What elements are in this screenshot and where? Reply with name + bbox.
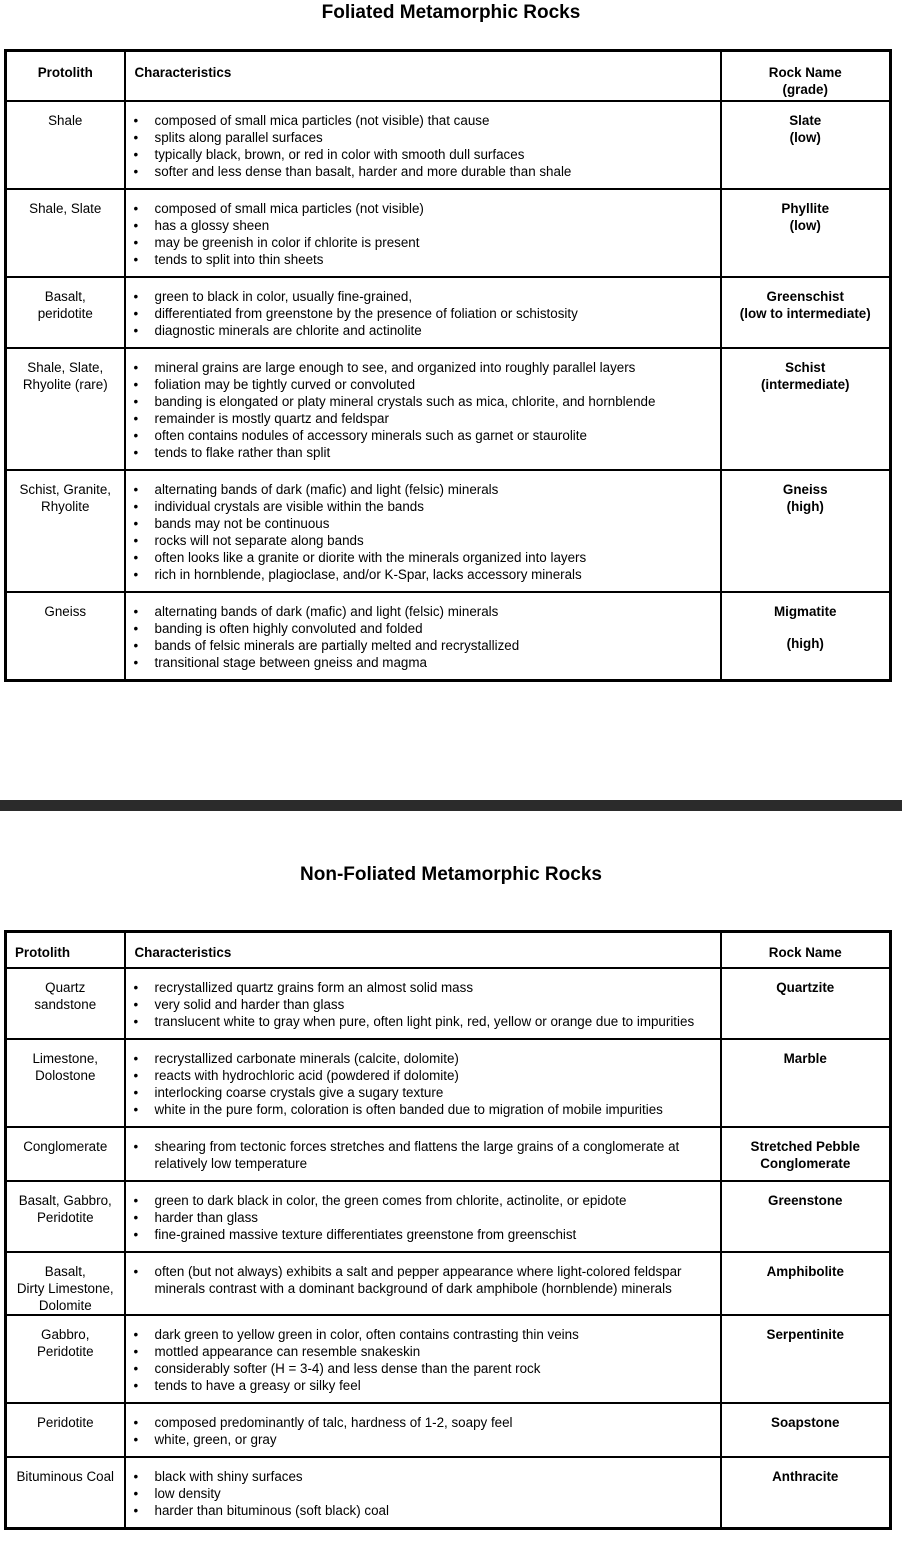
- list-item: • interlocking coarse crystals give a sugary texture: [155, 1084, 712, 1101]
- table-row: [6, 101, 891, 189]
- protolith-text: Peridotite: [36, 1343, 94, 1359]
- list-item: • very solid and harder than glass: [155, 996, 712, 1013]
- table-row: [6, 277, 891, 348]
- protolith-text: sandstone: [34, 996, 97, 1012]
- rock-name-cell: [721, 101, 891, 189]
- table-row: [6, 968, 891, 1039]
- rock-name: Schist: [785, 359, 826, 375]
- characteristics-cell: [125, 1315, 721, 1403]
- characteristics-list: [126, 1458, 720, 1527]
- protolith-text: peridotite: [37, 305, 93, 321]
- list-item: • splits along parallel surfaces: [155, 129, 712, 146]
- protolith-text: Schist, Granite,: [19, 481, 112, 497]
- list-item: • diagnostic minerals are chlorite and actinolite: [155, 322, 712, 339]
- rock-name-cell: [721, 470, 891, 592]
- list-item: • bands may not be continuous: [155, 515, 712, 532]
- protolith-cell: [6, 1457, 125, 1529]
- rock-grade: (low): [789, 217, 821, 233]
- characteristics-list: [126, 102, 720, 188]
- list-item: • mottled appearance can resemble snakeskin: [155, 1343, 712, 1360]
- table-row: [6, 1127, 891, 1181]
- rock-grade: (high): [786, 498, 824, 514]
- list-item: • harder than glass: [155, 1209, 712, 1226]
- list-item: • fine-grained massive texture differentiates greenstone from greenschist: [155, 1226, 712, 1243]
- protolith-cell: [6, 1315, 125, 1403]
- protolith-text: Bituminous Coal: [16, 1468, 114, 1484]
- table-row: [6, 470, 891, 592]
- characteristics-list: [126, 1253, 720, 1305]
- list-item: • composed of small mica particles (not visible): [155, 200, 712, 217]
- characteristics-cell: [125, 277, 721, 348]
- protolith-cell: [6, 348, 125, 470]
- protolith-header: Protolith: [6, 51, 125, 101]
- protolith-cell: [6, 1252, 125, 1315]
- characteristics-cell: [125, 101, 721, 189]
- characteristics-cell: [125, 1457, 721, 1529]
- list-item: • recrystallized carbonate minerals (calcite, dolomite): [155, 1050, 712, 1067]
- foliated-title: Foliated Metamorphic Rocks: [321, 2, 581, 23]
- characteristics-list: [126, 278, 720, 347]
- list-item: • recrystallized quartz grains form an almost solid mass: [155, 979, 712, 996]
- table-row: [6, 1252, 891, 1315]
- list-item: • often contains nodules of accessory minerals such as garnet or staurolite: [155, 427, 712, 444]
- protolith-cell: [6, 1181, 125, 1252]
- table-row: [6, 1403, 891, 1457]
- characteristics-list: [126, 1128, 720, 1180]
- rock-name-cell: [721, 1181, 891, 1252]
- characteristics-header: Characteristics: [125, 932, 721, 968]
- characteristics-list: [126, 471, 720, 591]
- nonfoliated-table: [4, 930, 892, 1530]
- rock-name: Migmatite: [774, 603, 837, 619]
- protolith-cell: [6, 470, 125, 592]
- characteristics-cell: [125, 1181, 721, 1252]
- protolith-cell: [6, 1127, 125, 1181]
- protolith-text: Gneiss: [44, 603, 87, 619]
- characteristics-cell: [125, 1127, 721, 1181]
- list-item: • mineral grains are large enough to see, and organized into roughly parallel layers: [155, 359, 712, 376]
- protolith-cell: [6, 101, 125, 189]
- rock-name: Greenstone: [768, 1192, 843, 1208]
- characteristics-list: [126, 1316, 720, 1402]
- list-item: • rocks will not separate along bands: [155, 532, 712, 549]
- spacer: [722, 620, 890, 635]
- protolith-text: Gabbro,: [41, 1326, 90, 1342]
- characteristics-list: [126, 1040, 720, 1126]
- protolith-text: Conglomerate: [23, 1138, 108, 1154]
- list-item: • may be greenish in color if chlorite is present: [155, 234, 712, 251]
- rock-name: Gneiss: [782, 481, 828, 497]
- protolith-text: Basalt,: [44, 1263, 86, 1279]
- protolith-text: Rhyolite: [41, 498, 90, 514]
- characteristics-cell: [125, 470, 721, 592]
- list-item: • white, green, or gray: [155, 1431, 712, 1448]
- foliated-table: [4, 49, 892, 682]
- list-item: • typically black, brown, or red in color with smooth dull surfaces: [155, 146, 712, 163]
- protolith-text: Rhyolite (rare): [22, 376, 108, 392]
- list-item: • low density: [155, 1485, 712, 1502]
- characteristics-header: Characteristics: [125, 51, 721, 101]
- rock-name-cell: [721, 1457, 891, 1529]
- list-item: • differentiated from greenstone by the presence of foliation or schistosity: [155, 305, 712, 322]
- rock-name-cell: [721, 1039, 891, 1127]
- rock-name-cell: [721, 1315, 891, 1403]
- rock-name-cell: [721, 1127, 891, 1181]
- rock-name-header: [721, 51, 891, 101]
- list-item: • alternating bands of dark (mafic) and light (felsic) minerals: [155, 481, 712, 498]
- list-item: • reacts with hydrochloric acid (powdered if dolomite): [155, 1067, 712, 1084]
- protolith-cell: [6, 592, 125, 681]
- table-row: [6, 1457, 891, 1529]
- protolith-text: Shale: [48, 112, 83, 128]
- list-item: • remainder is mostly quartz and feldspar: [155, 410, 712, 427]
- characteristics-list: [126, 190, 720, 276]
- protolith-text: Quartz: [45, 979, 86, 995]
- characteristics-cell: [125, 1403, 721, 1457]
- protolith-text: Peridotite: [36, 1414, 94, 1430]
- table-header-row: [6, 932, 891, 968]
- protolith-header: Protolith: [6, 932, 125, 968]
- protolith-text: Peridotite: [36, 1209, 94, 1225]
- table-row: [6, 1315, 891, 1403]
- characteristics-cell: [125, 592, 721, 681]
- protolith-cell: [6, 1039, 125, 1127]
- rock-name: Quartzite: [776, 979, 835, 995]
- table-row: [6, 1039, 891, 1127]
- characteristics-cell: [125, 968, 721, 1039]
- protolith-cell: [6, 968, 125, 1039]
- rock-grade: (low): [789, 129, 821, 145]
- protolith-cell: [6, 189, 125, 277]
- characteristics-list: [126, 969, 720, 1038]
- characteristics-list: [126, 1404, 720, 1456]
- list-item: • harder than bituminous (soft black) coal: [155, 1502, 712, 1519]
- list-item: • foliation may be tightly curved or convoluted: [155, 376, 712, 393]
- list-item: • white in the pure form, coloration is often banded due to migration of mobile impurities: [155, 1101, 712, 1118]
- list-item: • bands of felsic minerals are partially melted and recrystallized: [155, 637, 712, 654]
- table-row: [6, 592, 891, 681]
- protolith-cell: [6, 277, 125, 348]
- table-row: [6, 189, 891, 277]
- rock-name-cell: [721, 189, 891, 277]
- rock-name-cell: [721, 348, 891, 470]
- list-item: • individual crystals are visible within the bands: [155, 498, 712, 515]
- list-item: • green to dark black in color, the green comes from chlorite, actinolite, or epidote: [155, 1192, 712, 1209]
- rock-name: Anthracite: [772, 1468, 839, 1484]
- list-item: • tends to have a greasy or silky feel: [155, 1377, 712, 1394]
- protolith-text: Shale, Slate,: [27, 359, 104, 375]
- list-item: • composed predominantly of talc, hardness of 1-2, soapy feel: [155, 1414, 712, 1431]
- protolith-text: Basalt, Gabbro,: [18, 1192, 112, 1208]
- list-item: • translucent white to gray when pure, often light pink, red, yellow or orange due to impurities: [155, 1013, 712, 1030]
- list-item: • banding is often highly convoluted and folded: [155, 620, 712, 637]
- list-item: • considerably softer (H = 3-4) and less dense than the parent rock: [155, 1360, 712, 1377]
- characteristics-list: [126, 349, 720, 469]
- list-item: • tends to flake rather than split: [155, 444, 712, 461]
- list-item: • often (but not always) exhibits a salt and pepper appearance where light-colored feldspar minerals contrast with a dominant background of dark amphibole (hornblende) minerals: [155, 1263, 712, 1297]
- section-divider: [0, 800, 902, 811]
- table-row: [6, 1181, 891, 1252]
- nonfoliated-title: Non-Foliated Metamorphic Rocks: [300, 864, 602, 885]
- list-item: • often looks like a granite or diorite with the minerals organized into layers: [155, 549, 712, 566]
- list-item: • banding is elongated or platy mineral crystals such as mica, chlorite, and hornblende: [155, 393, 712, 410]
- table-header-row: [6, 51, 891, 101]
- rock-name: Phyllite: [781, 200, 830, 216]
- rock-name: Soapstone: [771, 1414, 840, 1430]
- rock-name: Conglomerate: [760, 1155, 851, 1171]
- protolith-cell: [6, 1403, 125, 1457]
- table-row: [6, 348, 891, 470]
- characteristics-cell: [125, 189, 721, 277]
- rock-grade: (high): [786, 635, 824, 651]
- rock-name-header: Rock Name: [721, 932, 891, 968]
- protolith-text: Dirty Limestone,: [16, 1280, 114, 1296]
- list-item: • tends to split into thin sheets: [155, 251, 712, 268]
- rock-name-header-sub: (grade): [782, 82, 828, 97]
- rock-name: Amphibolite: [766, 1263, 844, 1279]
- characteristics-list: [126, 593, 720, 679]
- characteristics-cell: [125, 1252, 721, 1315]
- list-item: • composed of small mica particles (not visible) that cause: [155, 112, 712, 129]
- rock-name: Stretched Pebble: [750, 1138, 860, 1154]
- rock-grade: (intermediate): [760, 376, 850, 392]
- rock-name-cell: [721, 1403, 891, 1457]
- list-item: • black with shiny surfaces: [155, 1468, 712, 1485]
- list-item: • shearing from tectonic forces stretches and flattens the large grains of a conglomerate at relatively low temperature: [155, 1138, 712, 1172]
- list-item: • softer and less dense than basalt, harder and more durable than shale: [155, 163, 712, 180]
- protolith-text: Limestone,: [32, 1050, 98, 1066]
- rock-name-cell: [721, 1252, 891, 1315]
- list-item: • has a glossy sheen: [155, 217, 712, 234]
- characteristics-list: [126, 1182, 720, 1251]
- rock-name: Slate: [789, 112, 822, 128]
- protolith-text: Shale, Slate: [29, 200, 102, 216]
- rock-name-cell: [721, 592, 891, 681]
- list-item: • transitional stage between gneiss and magma: [155, 654, 712, 671]
- characteristics-cell: [125, 348, 721, 470]
- characteristics-cell: [125, 1039, 721, 1127]
- rock-name: Marble: [783, 1050, 827, 1066]
- list-item: • alternating bands of dark (mafic) and light (felsic) minerals: [155, 603, 712, 620]
- rock-grade: (low to intermediate): [739, 305, 871, 321]
- rock-name: Greenschist: [766, 288, 844, 304]
- rock-name: Serpentinite: [766, 1326, 844, 1342]
- rock-name-header-label: Rock Name: [768, 65, 842, 80]
- list-item: • green to black in color, usually fine-grained,: [155, 288, 712, 305]
- list-item: • dark green to yellow green in color, often contains contrasting thin veins: [155, 1326, 712, 1343]
- list-item: • rich in hornblende, plagioclase, and/or K-Spar, lacks accessory minerals: [155, 566, 712, 583]
- rock-name-cell: [721, 968, 891, 1039]
- protolith-text: Dolostone: [35, 1067, 96, 1083]
- protolith-text: Basalt,: [44, 288, 86, 304]
- rock-name-cell: [721, 277, 891, 348]
- protolith-text: Dolomite: [38, 1297, 92, 1313]
